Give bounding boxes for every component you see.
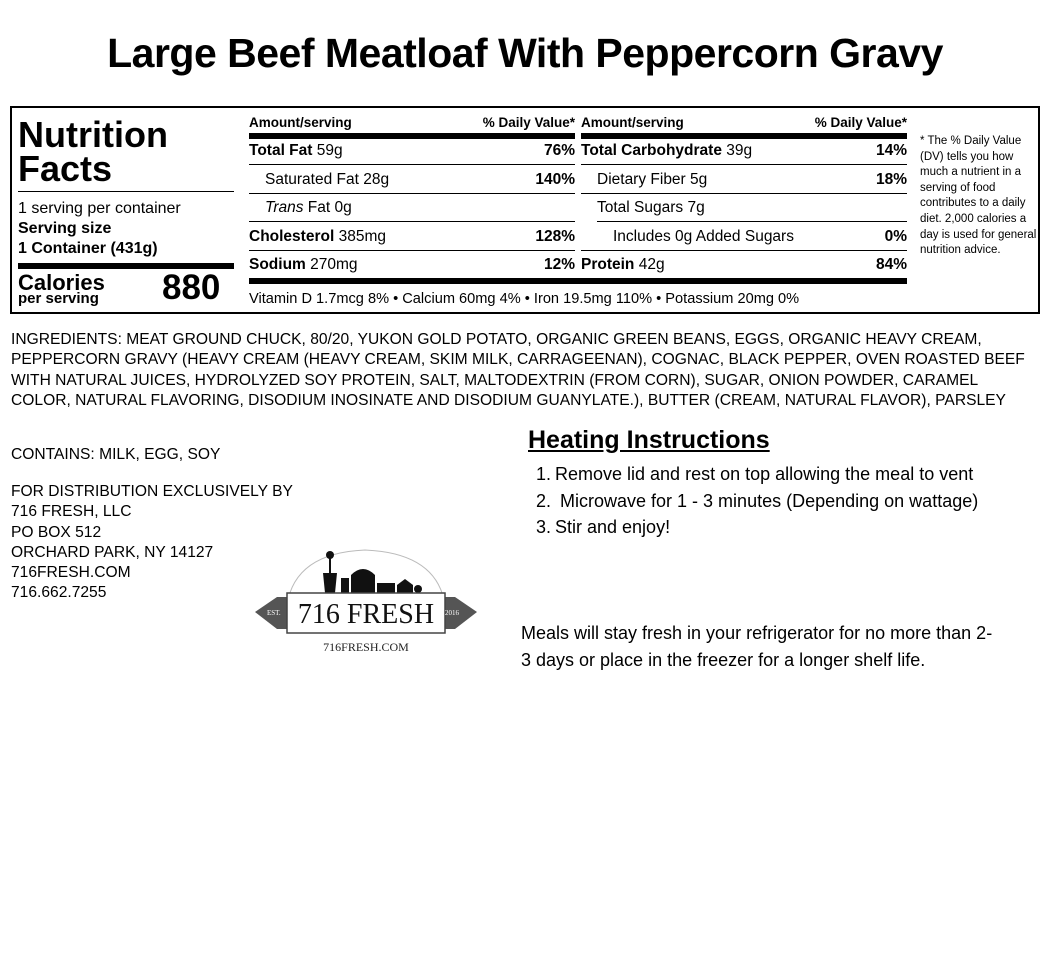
nutrient-name: Trans	[265, 199, 304, 216]
nutrient-row	[581, 199, 907, 217]
column-header	[249, 115, 575, 130]
nutrient-row	[249, 142, 575, 160]
nutrient-dv: 18%	[875, 171, 907, 188]
divider	[597, 221, 907, 222]
heating-steps-list	[520, 461, 990, 541]
column-header	[581, 115, 907, 130]
nutrient-amount: 42g	[638, 256, 665, 273]
step-number: 1.	[536, 464, 552, 484]
nutrient-name: Includes 0g Added Sugars	[613, 228, 794, 245]
nutrient-dv: 140%	[535, 171, 575, 188]
divider	[581, 164, 907, 165]
step-number: 2.	[536, 490, 552, 511]
farm-logo-icon	[255, 545, 477, 660]
nutrient-dv: 0%	[884, 228, 907, 245]
serving-size-value: 1 Container (431g)	[18, 240, 158, 257]
nutrient-row	[581, 228, 907, 246]
allergen-statement: CONTAINS: MILK, EGG, SOY	[11, 446, 221, 463]
distributor-line: 716.662.7255	[11, 584, 107, 602]
nutrient-dv: 84%	[875, 256, 907, 273]
dv-header: % Daily Value*	[814, 115, 907, 130]
distributor-line: FOR DISTRIBUTION EXCLUSIVELY BY	[11, 483, 293, 500]
product-title: Large Beef Meatloaf With Peppercorn Gravy	[107, 30, 943, 76]
brand-logo	[255, 545, 477, 660]
divider	[249, 250, 575, 251]
storage-note: Meals will stay fresh in your refrigerator for no more than 2-3 days or place in the freezer for a longer shelf life.	[521, 623, 993, 670]
nutrient-name: Sodium	[249, 256, 306, 273]
calories-label: Calories	[18, 270, 105, 295]
nutrient-amount: 59g	[316, 142, 343, 159]
nutrient-row	[249, 199, 575, 217]
heating-step	[520, 488, 990, 515]
divider	[581, 250, 907, 251]
nutrient-name: Total Fat	[249, 142, 313, 159]
nutrient-amount: 7g	[687, 199, 705, 216]
serving-size-label: Serving size	[18, 220, 112, 237]
nutrient-row	[249, 228, 575, 246]
nutrient-name: Total Carbohydrate	[581, 142, 722, 159]
amount-header: Amount/serving	[249, 115, 352, 130]
nutrient-dv: 76%	[543, 142, 575, 159]
nutrient-amount: Fat 0g	[307, 199, 352, 216]
nutrition-facts-panel	[10, 106, 1040, 314]
nutrition-heading-line1: Nutrition	[18, 114, 168, 155]
logo-url-text: 716FRESH.COM	[323, 640, 409, 654]
divider	[249, 164, 575, 165]
amount-header: Amount/serving	[581, 115, 684, 130]
distributor-line: 716FRESH.COM	[11, 564, 131, 582]
calories-value: 880	[162, 268, 221, 307]
nutrition-facts-heading	[18, 114, 236, 189]
nutrient-dv: 128%	[535, 228, 575, 245]
nutrient-row	[581, 142, 907, 160]
distributor-line: PO BOX 512	[11, 523, 102, 541]
distributor-line: 716 FRESH, LLC	[11, 503, 132, 521]
nutrient-row	[581, 171, 907, 189]
nutrient-amount: 385mg	[338, 228, 386, 245]
divider	[18, 191, 234, 192]
vitamins-minerals: Vitamin D 1.7mcg 8% • Calcium 60mg 4% • Iron 19.5mg 110% • Potassium 20mg 0%	[249, 291, 800, 307]
nutrient-name: Total Sugars	[597, 199, 684, 216]
logo-year-text: 2016	[445, 609, 459, 617]
servings-per-container: 1 serving per container	[18, 200, 181, 217]
nutrient-name: Protein	[581, 256, 635, 273]
heating-step	[520, 514, 990, 541]
nutrition-heading-line2: Facts	[18, 148, 113, 189]
ingredients-text: INGREDIENTS: MEAT GROUND CHUCK, 80/20, YUKON GOLD POTATO, ORGANIC GREEN BEANS, EGGS, ORGANIC HEAVY CREAM, PEPPERCORN GRAVY (HEAVY CREAM (HEAVY CREAM, SKIM MILK, CARRAGEENAN), COGNAC, BLACK PEPPER, OVEN ROASTED BEEF WITH NATURAL JUICES, HYDROLYZED SOY PROTEIN, SALT, MALTODEXTRIN (FROM CORN), SUGAR, ONION POWDER, CARAMEL COLOR, NATURAL FLAVORING, DISODIUM INOSINATE AND DISODIUM GUANYLATE.), BUTTER (CREAM, NATURAL FLAVOR), PARSLEY	[11, 331, 1025, 410]
nutrition-facts-summary	[18, 112, 236, 189]
nutrient-row	[249, 171, 575, 189]
divider-thick	[249, 133, 575, 139]
logo-est-text: EST.	[267, 609, 281, 617]
nutrient-dv: 14%	[875, 142, 907, 159]
distributor-info	[11, 482, 293, 604]
nutrient-amount: 270mg	[310, 256, 358, 273]
dv-header: % Daily Value*	[482, 115, 575, 130]
distributor-line: ORCHARD PARK, NY 14127	[11, 543, 214, 561]
divider	[249, 221, 575, 222]
nutrient-dv: 12%	[543, 256, 575, 273]
nutrient-name: Dietary Fiber	[597, 171, 686, 188]
calories-sub-label: per serving	[18, 290, 99, 307]
nutrient-amount: 5g	[690, 171, 708, 188]
step-number: 3.	[536, 517, 552, 537]
divider-thick	[581, 133, 907, 139]
nutrient-name: Cholesterol	[249, 228, 335, 245]
step-text: Microwave for 1 - 3 minutes (Depending on wattage)	[555, 490, 979, 511]
nutrient-amount: 28g	[363, 171, 390, 188]
nutrient-amount: 39g	[726, 142, 753, 159]
divider	[249, 193, 575, 194]
heating-step	[520, 461, 990, 488]
divider	[581, 193, 907, 194]
heating-instructions-title: Heating Instructions	[528, 426, 770, 454]
logo-name-text: 716 FRESH	[297, 599, 435, 630]
step-text: Stir and enjoy!	[555, 517, 671, 537]
divider-thick	[249, 278, 907, 284]
nutrient-row	[581, 256, 907, 274]
nutrient-name: Saturated Fat	[265, 171, 359, 188]
daily-value-footnote: * The % Daily Value (DV) tells you how much a nutrient in a serving of food contributes to a daily diet. 2,000 calories a day is used for general nutrition advice.	[920, 135, 1037, 257]
step-text: Remove lid and rest on top allowing the meal to vent	[555, 464, 974, 484]
nutrient-row	[249, 256, 575, 274]
